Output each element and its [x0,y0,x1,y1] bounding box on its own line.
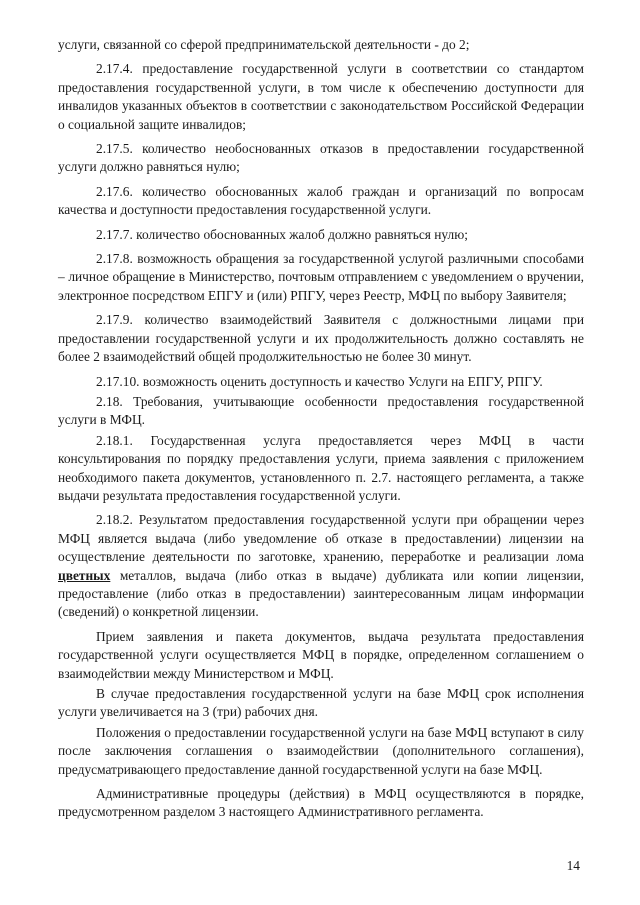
paragraph-reception: Прием заявления и пакета документов, выдача результата предоставления государственной услуги осуществляется МФЦ в порядке, определенном соглашением о взаимодействии между Министерством и МФЦ. [58,628,584,681]
paragraph-2-17-9: 2.17.9. количество взаимодействий Заявителя с должностными лицами при предоставлении государственной услуги и их продолжительность должно составлять не более 2 взаимодействий общей продолжительностью не более 30 минут. [58,312,584,365]
page-number: 14 [566,858,580,873]
paragraph-2-18-2-after: металлов, выдача (либо отказ в выдаче) дубликата или копии лицензии, предоставление (либо отказ в предоставлении) заинтересованным лицам информации (сведений) о конкретной лицензии. [58,567,584,620]
document-body [58,36,584,822]
paragraph-2-17-5: 2.17.5. количество необоснованных отказов в предоставлении государственной услуги должно равняться нулю; [58,141,584,175]
paragraph-2-17-7: 2.17.7. количество обоснованных жалоб должно равняться нулю; [96,226,468,242]
paragraph-0: услуги, связанной со сферой предпринимательской деятельности - до 2; [58,37,470,52]
paragraph-2-18-1: 2.18.1. Государственная услуга предоставляется через МФЦ в части консультирования по порядку предоставления услуги, приема заявления с приложением необходимого пакета документов, установленного п. 2.7. настоящего регламента, а также выдачи результата предоставления государственной услуги. [58,432,584,503]
paragraph-2-17-10: 2.17.10. возможность оценить доступность и качество Услуги на ЕПГУ, РПГУ. [96,373,543,389]
paragraph-2-17-6: 2.17.6. количество обоснованных жалоб граждан и организаций по вопросам качества и доступности предоставления государственной услуги. [58,183,584,218]
paragraph-2-17-4: 2.17.4. предоставление государственной услуги в соответствии со стандартом предоставления государственной услуги, в том числе к обеспечению доступности для инвалидов указанных объектов в соответствии с законодательством Российской Федерации о социальной защите инвалидов; [58,61,584,132]
paragraph-procedures: Административные процедуры (действия) в МФЦ осуществляются в порядке, предусмотренном разделом 3 настоящего Административного регламента. [58,786,584,820]
paragraph-2-18-2 [58,511,584,621]
paragraph-2-18-2-before: 2.18.2. Результатом предоставления государственной услуги при обращении через МФЦ является выдача (либо уведомление об отказе в предоставлении) лицензии на осуществление деятельности по заготовке, хранению, переработке и реализации лома [58,512,584,565]
paragraph-provisions: Положения о предоставлении государственной услуги на базе МФЦ вступают в силу после заключения соглашения о взаимодействии (дополнительного соглашения), предусматривающего предоставление данной государственной услуги на базе МФЦ. [58,724,584,777]
paragraph-term: В случае предоставления государственной услуги на базе МФЦ срок исполнения услуги увеличивается на 3 (три) рабочих дня. [58,686,584,720]
highlighted-word: цветных [58,567,111,583]
paragraph-2-18: 2.18. Требования, учитывающие особенности предоставления государственной услуги в МФЦ. [58,393,584,428]
paragraph-2-17-8: 2.17.8. возможность обращения за государственной услугой различными способами – личное обращение в Министерство, почтовым отправлением с уведомлением о вручении, электронное посредством ЕПГУ и (или) РПГУ, через Реестр, МФЦ по выбору Заявителя; [58,251,584,303]
